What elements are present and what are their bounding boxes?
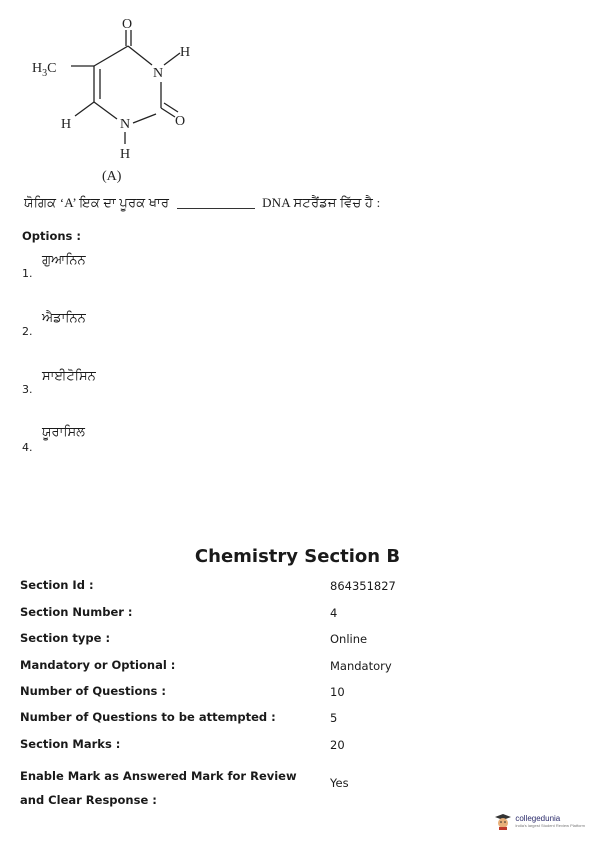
bond: [164, 53, 180, 65]
question-text: [24, 195, 380, 211]
option-number: 3.: [22, 383, 33, 396]
info-value: Yes: [330, 776, 349, 790]
bond: [94, 46, 128, 66]
info-value: 5: [330, 711, 338, 725]
info-value: 20: [330, 738, 345, 752]
info-value: Online: [330, 632, 368, 646]
molecule-svg: [20, 10, 220, 190]
info-label: Number of Questions :: [20, 684, 166, 698]
atom-hydrogen-n-right: H: [180, 45, 191, 60]
atom-hydrogen-n-bottom: H: [120, 147, 131, 162]
atom-hydrogen-left: H: [61, 117, 72, 132]
info-label: Section Id :: [20, 578, 94, 592]
atom-nitrogen-bottom: N: [120, 117, 131, 132]
bond: [133, 114, 156, 123]
info-label: Number of Questions to be attempted :: [20, 710, 276, 724]
option-number: 1.: [22, 267, 33, 280]
option-number: 2.: [22, 325, 33, 338]
option-text: ਐਡਾਨਿਨ: [42, 311, 86, 326]
brand-name: collegedunia: [515, 814, 561, 823]
atom-oxygen-top: O: [122, 17, 133, 32]
info-label: Mandatory or Optional :: [20, 658, 176, 672]
atom-oxygen-right: O: [175, 114, 186, 129]
question-after-blank: DNA ਸਟਰੈਂਡਜ ਵਿੱਚ ਹੈ :: [262, 195, 381, 210]
option-text: ਯੂਰਾਸਿਲ: [42, 425, 85, 440]
question-before-blank: ਯੋਗਿਕ ‘A’ ਇਕ ਦਾ ਪੂਰਕ ਖਾਰ: [24, 195, 170, 210]
structure-caption: (A): [102, 169, 122, 184]
info-value: 864351827: [330, 579, 396, 593]
atom-nitrogen-right: N: [153, 66, 164, 81]
methyl-group: $H_3C$: [32, 61, 57, 79]
options-label: Options :: [22, 229, 81, 243]
option-text: ਸਾਈਟੋਸਿਨ: [42, 369, 96, 384]
answer-blank: [177, 208, 255, 209]
info-label: Enable Mark as Answered Mark for Review and Clear Response :: [20, 769, 297, 807]
option-text: ਗੁਆਨਿਨ: [42, 253, 86, 268]
info-label: Section Number :: [20, 605, 133, 619]
collegedunia-watermark: [494, 812, 585, 830]
info-label: Section type :: [20, 631, 111, 645]
info-value: 10: [330, 685, 345, 699]
info-value: 4: [330, 606, 338, 620]
brand-text: [515, 814, 585, 828]
section-title: Chemistry Section B: [194, 546, 401, 567]
info-label: Section Marks :: [20, 737, 121, 751]
bond: [75, 102, 94, 116]
bond: [94, 102, 117, 119]
brand-tagline: India's largest Student Review Platform: [515, 823, 585, 828]
info-value: Mandatory: [330, 659, 392, 673]
thymine-structure-diagram: [20, 10, 220, 190]
bond: [128, 46, 152, 65]
graduate-mascot-icon: [494, 812, 512, 830]
option-number: 4.: [22, 441, 33, 454]
